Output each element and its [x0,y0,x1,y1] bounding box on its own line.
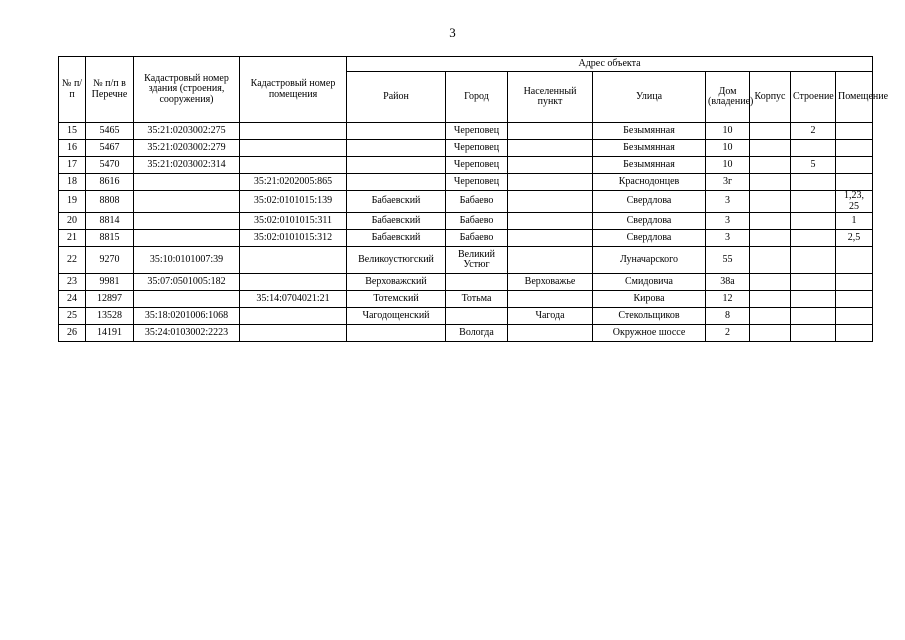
cell-district: Великоустюгский [347,247,446,274]
cell-num: 26 [59,325,86,342]
table-row [59,247,873,274]
cell-district: Бабаевский [347,191,446,213]
cell-building-cadastral [134,191,240,213]
cell-settlement: Верховажье [508,274,593,291]
cell-building-cadastral: 35:21:0203002:279 [134,140,240,157]
cell-building [791,247,836,274]
cell-room: 2,5 [836,230,873,247]
header-district: Район [347,72,446,123]
cell-korpus [750,157,791,174]
cell-street: Кирова [593,291,706,308]
cell-district: Бабаевский [347,230,446,247]
cell-settlement [508,174,593,191]
cell-house: 10 [706,140,750,157]
table-row [59,191,873,213]
cell-room-cadastral: 35:02:0101015:312 [240,230,347,247]
cell-city: Вологда [446,325,508,342]
cell-street: Свердлова [593,213,706,230]
header-settlement: Населенный пункт [508,72,593,123]
cell-list-num: 8808 [86,191,134,213]
cell-city: Череповец [446,157,508,174]
table-row [59,325,873,342]
cell-num: 23 [59,274,86,291]
cell-room [836,140,873,157]
cell-house: 12 [706,291,750,308]
cell-room [836,157,873,174]
cell-building [791,308,836,325]
cell-settlement [508,213,593,230]
header-korpus: Корпус [750,72,791,123]
cell-street: Стекольщиков [593,308,706,325]
cell-building [791,230,836,247]
cell-city: Тотьма [446,291,508,308]
header-city: Город [446,72,508,123]
cell-room [836,174,873,191]
cell-district: Чагодощенский [347,308,446,325]
cell-room-cadastral [240,308,347,325]
cell-list-num: 5465 [86,123,134,140]
cell-district [347,140,446,157]
cell-list-num: 9981 [86,274,134,291]
cell-korpus [750,213,791,230]
cell-room-cadastral: 35:02:0101015:311 [240,213,347,230]
cell-city [446,308,508,325]
cell-house: 3 [706,191,750,213]
cell-district: Верховажский [347,274,446,291]
cell-room [836,274,873,291]
cell-building-cadastral: 35:21:0203002:275 [134,123,240,140]
cell-house: 55 [706,247,750,274]
cell-room-cadastral [240,140,347,157]
cell-building [791,325,836,342]
cell-building-cadastral: 35:10:0101007:39 [134,247,240,274]
table-row [59,123,873,140]
cell-list-num: 9270 [86,247,134,274]
cell-korpus [750,325,791,342]
header-building: Строение [791,72,836,123]
cell-street: Луначарского [593,247,706,274]
cell-building [791,274,836,291]
cell-room [836,291,873,308]
table-row [59,308,873,325]
objects-table [58,56,889,342]
cell-room: 1,23, 25 [836,191,873,213]
cell-building [791,213,836,230]
cell-room [836,247,873,274]
cell-korpus [750,230,791,247]
cell-city [446,274,508,291]
page-number: 3 [449,25,456,40]
cell-street: Свердлова [593,191,706,213]
cell-list-num: 5470 [86,157,134,174]
cell-room-cadastral [240,325,347,342]
header-room-cadastral: Кадастровый номер помещения [240,57,347,123]
table-row [59,174,873,191]
cell-num: 16 [59,140,86,157]
cell-korpus [750,291,791,308]
cell-building-cadastral: 35:07:0501005:182 [134,274,240,291]
cell-building-cadastral: 35:18:0201006:1068 [134,308,240,325]
cell-settlement [508,230,593,247]
cell-list-num: 13528 [86,308,134,325]
cell-list-num: 8815 [86,230,134,247]
cell-building [791,140,836,157]
cell-district [347,123,446,140]
table-row [59,230,873,247]
cell-city: Череповец [446,140,508,157]
cell-korpus [750,247,791,274]
header-street: Улица [593,72,706,123]
cell-room-cadastral [240,157,347,174]
cell-korpus [750,308,791,325]
header-room: Помещение [836,72,873,123]
cell-city: Великий Устюг [446,247,508,274]
cell-building-cadastral: 35:21:0203002:314 [134,157,240,174]
cell-building-cadastral [134,230,240,247]
cell-building-cadastral: 35:24:0103002:2223 [134,325,240,342]
cell-room-cadastral: 35:21:0202005:865 [240,174,347,191]
cell-room: 1 [836,213,873,230]
cell-korpus [750,174,791,191]
cell-house: 3г [706,174,750,191]
table-row [59,291,873,308]
cell-room-cadastral: 35:02:0101015:139 [240,191,347,213]
cell-room [836,308,873,325]
cell-list-num: 8616 [86,174,134,191]
cell-num: 18 [59,174,86,191]
header-num: № п/п [59,57,86,123]
cell-room [836,123,873,140]
cell-list-num: 8814 [86,213,134,230]
cell-num: 25 [59,308,86,325]
cell-num: 15 [59,123,86,140]
cell-house: 10 [706,123,750,140]
cell-list-num: 5467 [86,140,134,157]
cell-building: 2 [791,123,836,140]
table-row [59,157,873,174]
cell-korpus [750,123,791,140]
cell-room-cadastral: 35:14:0704021:21 [240,291,347,308]
cell-district: Тотемский [347,291,446,308]
cell-house: 3 [706,230,750,247]
cell-building-cadastral [134,174,240,191]
cell-house: 2 [706,325,750,342]
header-address-group: Адрес объекта [347,57,873,72]
cell-street: Безымянная [593,123,706,140]
cell-settlement [508,191,593,213]
table-row [59,274,873,291]
cell-street: Безымянная [593,140,706,157]
cell-district [347,174,446,191]
cell-building-cadastral [134,291,240,308]
cell-num: 21 [59,230,86,247]
cell-street: Свердлова [593,230,706,247]
cell-korpus [750,191,791,213]
cell-num: 19 [59,191,86,213]
cell-house: 3 [706,213,750,230]
cell-house: 38а [706,274,750,291]
cell-settlement: Чагода [508,308,593,325]
cell-district [347,325,446,342]
cell-city: Бабаево [446,230,508,247]
cell-settlement [508,291,593,308]
cell-num: 17 [59,157,86,174]
cell-num: 22 [59,247,86,274]
cell-num: 20 [59,213,86,230]
cell-settlement [508,140,593,157]
cell-korpus [750,140,791,157]
cell-building-cadastral [134,213,240,230]
header-building-cadastral: Кадастровый номер здания (строения, сооружения) [134,57,240,123]
cell-building [791,174,836,191]
table-row [59,213,873,230]
cell-house: 10 [706,157,750,174]
cell-settlement [508,247,593,274]
cell-district [347,157,446,174]
cell-street: Безымянная [593,157,706,174]
cell-street: Окружное шоссе [593,325,706,342]
cell-city: Бабаево [446,191,508,213]
cell-settlement [508,325,593,342]
cell-building [791,291,836,308]
cell-building: 5 [791,157,836,174]
cell-room-cadastral [240,274,347,291]
cell-num: 24 [59,291,86,308]
header-list-num: № п/п в Перечне [86,57,134,123]
cell-room [836,325,873,342]
cell-building [791,191,836,213]
cell-city: Бабаево [446,213,508,230]
table-row [59,140,873,157]
cell-city: Череповец [446,174,508,191]
cell-street: Смидовича [593,274,706,291]
cell-korpus [750,274,791,291]
cell-list-num: 14191 [86,325,134,342]
cell-list-num: 12897 [86,291,134,308]
cell-settlement [508,123,593,140]
cell-settlement [508,157,593,174]
cell-room-cadastral [240,123,347,140]
cell-house: 8 [706,308,750,325]
header-house: Дом (владение) [706,72,750,123]
cell-room-cadastral [240,247,347,274]
cell-street: Краснодонцев [593,174,706,191]
cell-district: Бабаевский [347,213,446,230]
cell-city: Череповец [446,123,508,140]
